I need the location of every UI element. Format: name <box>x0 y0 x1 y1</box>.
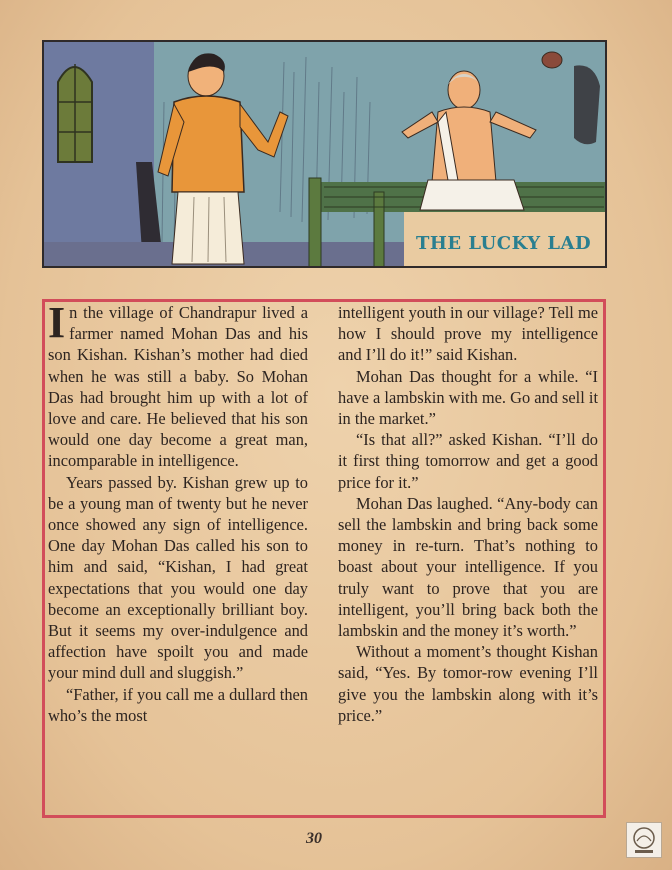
story-title: THE LUCKY LAD <box>416 233 592 254</box>
story-paragraph <box>48 298 308 472</box>
story-paragraph: Mohan Das laughed. “Any-body can sell the lambskin and bring back some money in re-turn. That’s nothing to boast about your intelligence. If you truly want to prove that you are intelligent, you’ll bring back both the lambskin and the money it’s worth.” <box>338 493 598 641</box>
logo-mark <box>627 823 661 857</box>
story-paragraph: Years passed by. Kishan grew up to be a young man of twenty but he never once showed any sign of intelligence. One day Mohan Das called his son to him and said, “Kishan, I had great expectations that you would one day become an exceptionally brilliant boy. But it seems my over-indulgence and affection have spoilt you and made your mind dull and sluggish.” <box>48 472 308 683</box>
story-paragraph: Mohan Das thought for a while. “I have a lambskin with me. Go and sell it in the market.” <box>338 366 598 429</box>
story-paragraph: intelligent youth in our village? Tell me how I should prove my intelligence and I’ll do it!” said Kishan. <box>338 303 598 365</box>
story-column-right <box>338 302 598 726</box>
story-paragraph: “Is that all?” asked Kishan. “I’ll do it first thing tomorrow and get a good price for it.” <box>338 430 598 492</box>
story-paragraph-text: n the village of Chandrapur lived a farmer named Mohan Das and his son Kishan. Kishan’s mother had died when he was still a baby. So Mohan Das had brought him up with a lot of love and care. He believed that his son would one day become a great man, incomparable in intelligence. <box>48 303 308 471</box>
drop-cap: I <box>48 298 66 347</box>
publisher-logo-icon <box>626 822 662 858</box>
story-column-left <box>48 298 308 726</box>
story-paragraph: “Father, if you call me a dullard then who’s the most <box>48 684 308 725</box>
story-paragraph: Without a moment’s thought Kishan said, “Yes. By tomor-row evening I’ll give you the lambskin along with it’s price.” <box>338 642 598 725</box>
page-number: 30 <box>306 830 322 847</box>
